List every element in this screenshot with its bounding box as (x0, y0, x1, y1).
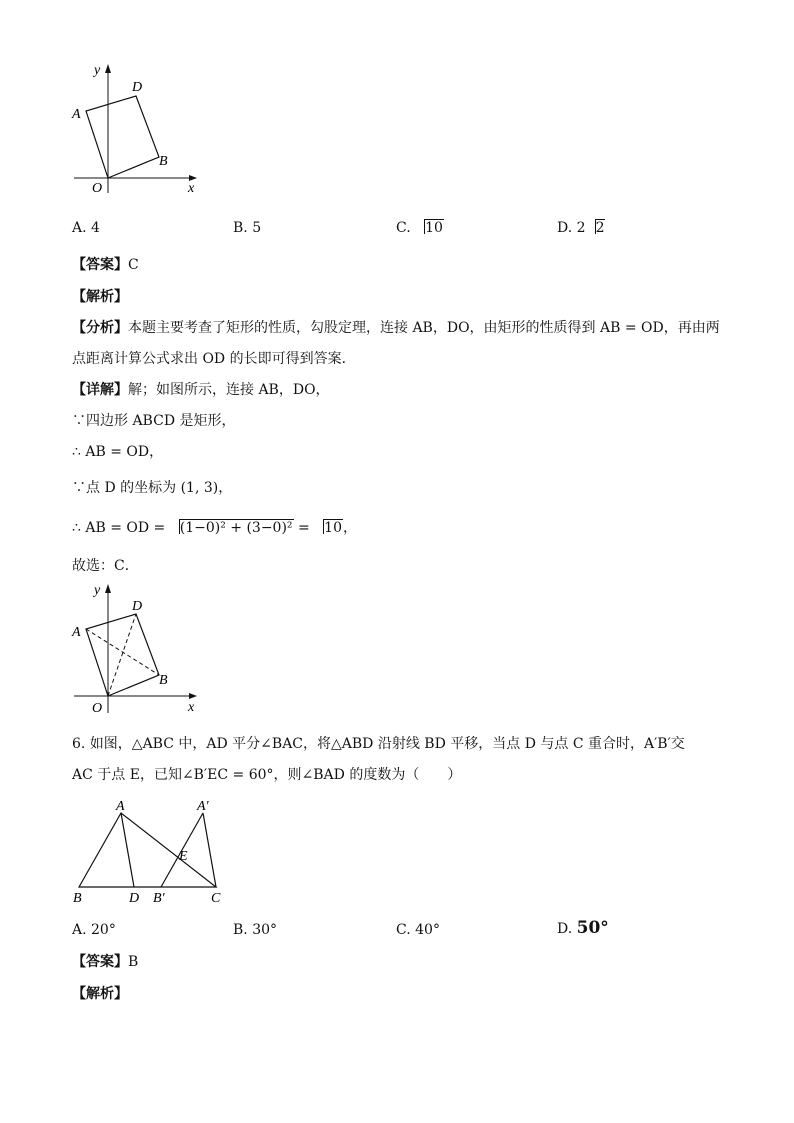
y-axis-arrow (105, 584, 111, 593)
label-d: D (132, 80, 143, 95)
segment-ad (121, 813, 134, 887)
q5-step1: ∵四边形 ABCD 是矩形， (72, 413, 236, 429)
triangle-abc (79, 813, 216, 887)
q5-detail-line (72, 380, 330, 400)
q5-step3: ∵点 D 的坐标为 (1, 3)， (72, 480, 233, 496)
q5-step4 (72, 518, 357, 538)
step4-result: 10 (324, 520, 342, 536)
figure-rectangle-coordinate (66, 58, 206, 198)
y-axis-arrow (105, 64, 111, 73)
detail-text: 解；如图所示，连接 AB，DO， (128, 382, 330, 398)
analysis-text: 本题主要考查了矩形的性质，勾股定理，连接 AB，DO，由矩形的性质得到 AB = OD，再由两 (128, 320, 720, 336)
sqrt-symbol (415, 218, 444, 238)
segment-a-prime-c (203, 813, 216, 887)
q5-analysis-line1 (72, 318, 720, 338)
q6-option-c (396, 920, 440, 940)
q6-stem-line1: 6. 如图，△ABC 中，AD 平分∠BAC，将△ABD 沿射线 BD 平移，当点 D 与点 C 重合时，A′B′交 (72, 736, 685, 752)
step4-radicand: (1−0)² + (3−0)² (179, 520, 293, 536)
q5-step2: ∴ AB = OD， (72, 444, 164, 460)
option-value: 5 (252, 220, 262, 236)
option-letter: C. (396, 220, 411, 236)
sqrt-symbol (586, 218, 606, 238)
q5-choice: 故选：C． (72, 558, 139, 574)
sqrt-symbol (314, 518, 343, 538)
q5-option-a (72, 218, 100, 238)
label-c: C (211, 891, 221, 906)
q5-answer (72, 255, 139, 275)
option-letter: A. (72, 220, 87, 236)
label-b-prime: B′ (153, 891, 165, 906)
label-a: A (116, 799, 125, 814)
x-axis-arrow (189, 693, 197, 699)
figure-rectangle-diagonals (66, 578, 206, 718)
q5-analysis-tag: 【解析】 (72, 289, 128, 305)
option-value: 10 (425, 220, 443, 236)
step4-eq: = (297, 520, 310, 536)
answer-value: B (128, 954, 139, 970)
label-y: y (94, 63, 101, 78)
q6-option-d (557, 918, 609, 939)
diagonal-od (108, 614, 136, 696)
option-coef: 2 (576, 220, 586, 236)
option-letter: D. (557, 921, 573, 937)
label-d: D (132, 599, 143, 614)
option-letter: B. (233, 220, 248, 236)
q5-analysis-line2: 点距离计算公式求出 OD 的长即可得到答案． (72, 351, 356, 367)
label-b: B (159, 673, 168, 688)
figure-triangle-translation (66, 795, 236, 910)
option-value: 30° (252, 922, 278, 938)
label-y: y (94, 583, 101, 598)
option-value: 40° (415, 922, 440, 938)
label-b: B (159, 154, 168, 169)
label-d: D (129, 891, 140, 906)
label-x: x (188, 700, 195, 715)
label-b: B (73, 891, 82, 906)
option-value: 50° (576, 918, 609, 938)
q6-stem-line2: AC 于点 E，已知∠B′EC = 60°，则∠BAD 的度数为（ ） (72, 767, 462, 783)
option-value: 2 (595, 220, 605, 236)
analysis-tag: 【分析】 (72, 320, 128, 336)
label-o: O (92, 181, 103, 196)
q6-analysis-tag: 【解析】 (72, 986, 128, 1002)
q6-answer (72, 952, 138, 972)
diagonal-ab (86, 629, 159, 675)
label-e: E (179, 849, 188, 864)
sqrt-symbol (170, 518, 294, 538)
q5-option-b (233, 218, 261, 238)
option-letter: C. (396, 922, 411, 938)
step4-prefix: ∴ AB = OD = (72, 520, 166, 536)
label-x: x (188, 181, 195, 196)
q6-option-a (72, 920, 116, 940)
answer-tag: 【答案】 (72, 954, 128, 970)
option-letter: B. (233, 922, 248, 938)
q6-option-b (233, 920, 277, 940)
q5-option-c (396, 218, 444, 238)
option-value: 20° (91, 922, 116, 938)
label-o: O (92, 701, 103, 716)
option-letter: D. (557, 220, 573, 236)
rectangle-aodb (86, 96, 159, 178)
q5-option-d (557, 218, 605, 238)
answer-tag: 【答案】 (72, 257, 128, 273)
option-value: 4 (91, 220, 100, 236)
option-letter: A. (72, 922, 87, 938)
label-a: A (72, 625, 81, 640)
answer-value: C (128, 257, 139, 273)
label-a-prime: A′ (197, 799, 209, 814)
label-a: A (72, 107, 81, 122)
detail-tag: 【详解】 (72, 382, 128, 398)
step4-suffix: ， (343, 520, 357, 536)
